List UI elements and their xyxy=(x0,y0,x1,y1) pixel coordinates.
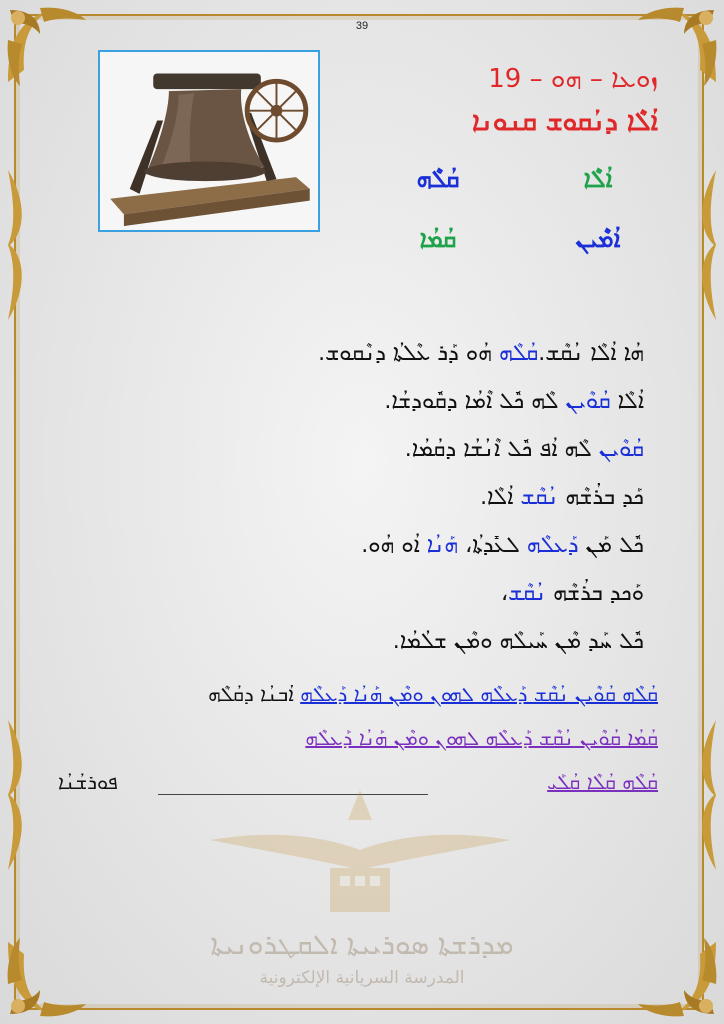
vocab-word: ܩܳܡܳܐ xyxy=(419,225,457,253)
passage-line xyxy=(84,570,644,618)
line-text: ܟܽܠ ܚܰܕ ܡܶܢ ܚܰܝܠܶܗ ܘܡܶܢ ܫܠܳܡܳܐ. xyxy=(392,629,644,654)
passage-line xyxy=(84,618,644,666)
highlight-word: ܩܳܘܶܝܢ xyxy=(565,389,611,414)
line-text: ܐܳܘ ܗܳܘ. xyxy=(361,533,427,558)
highlight-word: ܗܰܢܳܐ xyxy=(426,533,459,558)
line-text: ، xyxy=(501,581,509,606)
passage-line xyxy=(84,426,644,474)
bell-photo xyxy=(98,50,320,232)
vocab-word: ܐܳܠܶܐ xyxy=(583,165,613,193)
passage-line xyxy=(84,378,644,426)
highlight-word: ܩܳܠܶܗ xyxy=(498,341,539,366)
lesson-header xyxy=(338,58,658,144)
highlight-word: ܕܰܥܠܶܗ xyxy=(526,533,579,558)
passage-line xyxy=(84,522,644,570)
line-text: ܠܥܺܕܬܳܐ، xyxy=(458,533,527,558)
exercise-label: ܦܘܪܫܳܢܳܐ xyxy=(58,770,118,794)
highlight-word: ܢܳܩܶܫ xyxy=(520,485,559,510)
passage-line xyxy=(84,330,644,378)
lesson-title: ܙܘܥܐ – ܗܘ – 19 xyxy=(488,64,658,94)
bell-icon xyxy=(100,52,318,230)
line-text: ܗܳܐ ܐܳܠܶܐ ܢܳܩܶܫ. xyxy=(538,341,644,366)
exercise-words: ܩܳܠܶܗ ܩܳܠܶܐ ܩܳܠܰܝ xyxy=(547,770,658,794)
passage-line xyxy=(84,474,644,522)
corner-ornament-icon xyxy=(634,934,724,1024)
vocabulary-grid xyxy=(378,160,658,258)
corner-ornament-icon xyxy=(0,0,90,90)
side-ornament-icon xyxy=(694,170,720,320)
vocab-word: ܐܳܡܶܝܢ xyxy=(575,225,621,253)
side-ornament-icon xyxy=(4,720,30,870)
exercise-words: ܩܳܠܶܗ ܩܳܘܶܝܢ ܢܳܩܶܫ ܕܰܥܠܶܗ ܠܗܘܢ ܘܡܶܢ ܗܰܢܳܐ ܕܰܥܠܶܗ xyxy=(300,682,658,706)
line-text: ܠܶܗ ܟܽܠ ܐܶܡܳܐ ܕܩܽܘܕܫܳܐ. xyxy=(384,389,566,414)
line-text: ܠܶܗ ܐܳܦ ܟܽܠ ܐܶܢܳܫܳܐ ܕܩܳܡܳܐ. xyxy=(404,437,599,462)
lesson-subtitle: ܐܳܠܶܐ ܕܢܳܩܘܫ ܩܢܘܢܐ xyxy=(472,107,658,137)
vocab-word: ܩܳܠܶܗ xyxy=(416,165,460,193)
watermark-syriac: ܡܕܪܫܬܐ ܣܘܪܝܝܬܐ ܐܠܩܛܪܘܢܝܬܐ xyxy=(210,928,514,961)
reading-passage xyxy=(84,330,644,666)
watermark-arabic: المدرسة السريانية الإلكترونية xyxy=(259,968,465,988)
side-ornament-icon xyxy=(694,720,720,870)
line-text: ܗܳܘ ܕܰܪ ܥܶܠܬܳܐ ܕܢܶܩܘܫ. xyxy=(318,341,499,366)
side-ornament-icon xyxy=(4,170,30,320)
line-text: ܐܳܠܶܐ xyxy=(610,389,644,414)
highlight-word: ܢܳܩܶܫ xyxy=(508,581,547,606)
page-number: 39 xyxy=(355,20,369,32)
line-text: ܘܰܟܕ ܒܪܳܫܶܗ xyxy=(546,581,644,606)
corner-ornament-icon xyxy=(0,934,90,1024)
line-text: ܐܳܠܶܐ. xyxy=(480,485,521,510)
line-text: ܟܰܕ ܒܪܳܫܶܗ xyxy=(558,485,644,510)
highlight-word: ܩܳܘܶܝܢ xyxy=(598,437,644,462)
exercise-line xyxy=(58,672,658,716)
exercise-line xyxy=(58,716,658,760)
exercise-words: ܐܳܒܢܳܐ ܕܩܳܠܶܗ xyxy=(208,682,294,706)
line-text: ܟܽܠ ܡܰܢ xyxy=(578,533,644,558)
exercise-words: ܩܳܡܳܐ ܩܳܘܶܝܢ ܢܳܩܶܫ ܕܰܥܠܶܗ ܠܗܘܢ ܘܡܶܢ ܗܰܢܳܐ ܕܰܥܠܶܗ xyxy=(305,726,658,750)
